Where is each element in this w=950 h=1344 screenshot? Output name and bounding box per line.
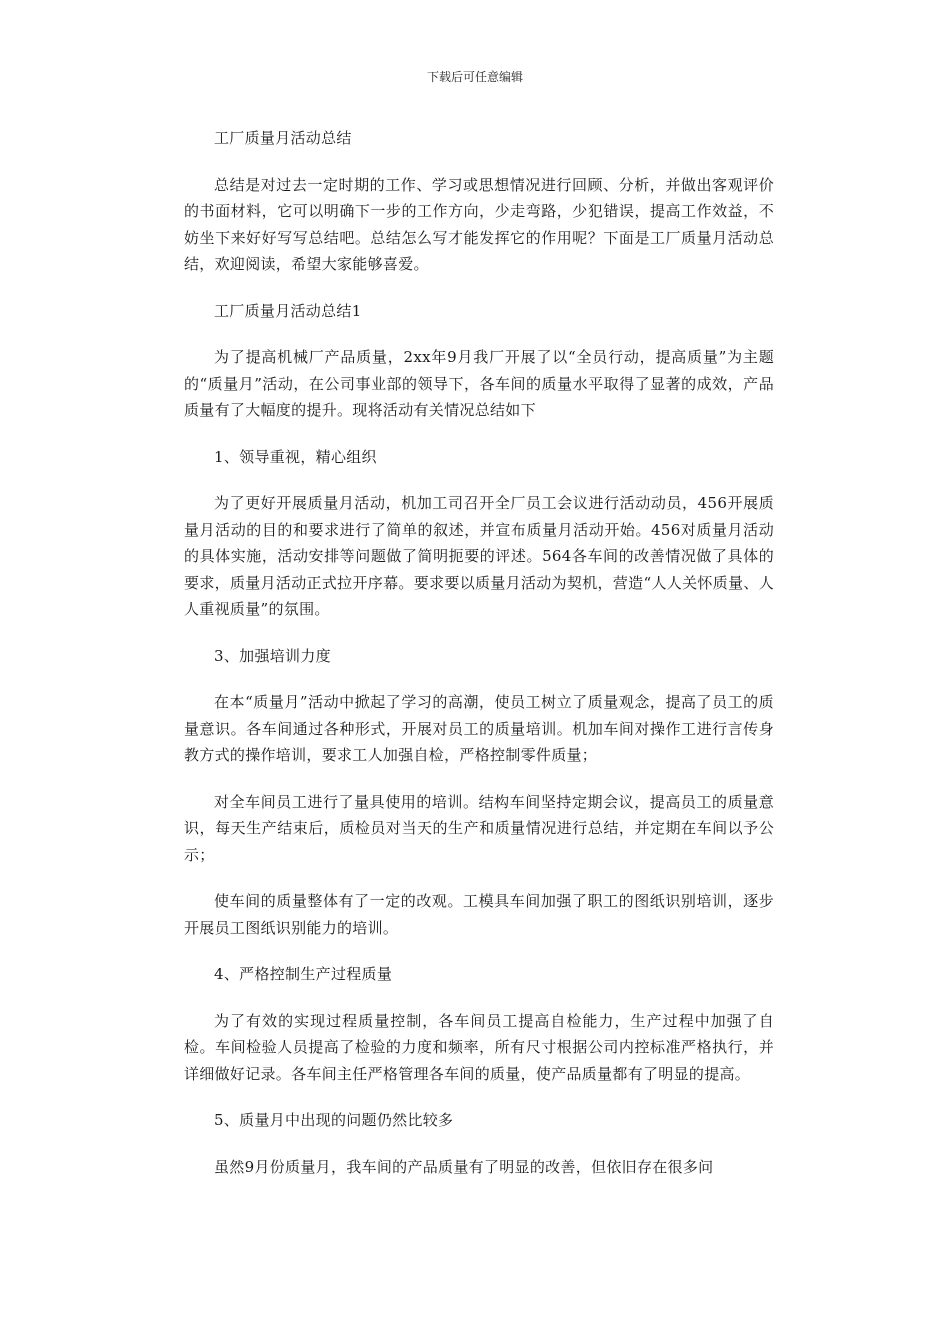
- intro-paragraph: 总结是对过去一定时期的工作、学习或思想情况进行回顾、分析，并做出客观评价的书面材料，它可以明确下一步的工作方向，少走弯路，少犯错误，提高工作效益，不妨坐下来好好写写总结吧。总结怎么写才能发挥它的作用呢？下面是工厂质量月活动总结，欢迎阅读，希望大家能够喜爱。: [184, 175, 774, 273]
- document-body: [184, 125, 774, 1200]
- heading-3: 3、加强培训力度: [214, 646, 331, 665]
- document-title: 工厂质量月活动总结: [214, 129, 352, 147]
- download-note: 下载后可任意编辑: [426, 70, 523, 84]
- section-subtitle: 工厂质量月活动总结1: [214, 301, 362, 320]
- paragraph-7: 虽然9月份质量月，我车间的产品质量有了明显的改善，但依旧存在很多问: [214, 1157, 714, 1176]
- heading-1: 1、领导重视，精心组织: [214, 447, 377, 466]
- heading-5: 5、质量月中出现的问题仍然比较多: [214, 1111, 454, 1129]
- paragraph-3: 在本“质量月”活动中掀起了学习的高潮，使员工树立了质量观念，提高了员工的质量意识。各车间通过各种形式，开展对员工的质量培训。机加车间对操作工进行言传身教方式的操作培训，要求工人加强自检，严格控制零件质量；: [184, 693, 774, 764]
- paragraph-5: 使车间的质量整体有了一定的改观。工模具车间加强了职工的图纸识别培训，逐步开展员工图纸识别能力的培训。: [184, 892, 774, 937]
- paragraph-1: 为了提高机械厂产品质量，2xx年9月我厂开展了以“全员行动，提高质量”为主题的“质量月”活动，在公司事业部的领导下，各车间的质量水平取得了显著的成效，产品质量有了大幅度的提升。现将活动有关情况总结如下: [184, 348, 774, 419]
- paragraph-6: 为了有效的实现过程质量控制，各车间员工提高自检能力，生产过程中加强了自检。车间检验人员提高了检验的力度和频率，所有尺寸根据公司内控标准严格执行，并详细做好记录。各车间主任严格管理各车间的质量，使产品质量都有了明显的提高。: [184, 1011, 774, 1083]
- paragraph-4: 对全车间员工进行了量具使用的培训。结构车间坚持定期会议，提高员工的质量意识，每天生产结束后，质检员对当天的生产和质量情况进行总结，并定期在车间以予公示；: [184, 792, 774, 864]
- heading-4: 4、严格控制生产过程质量: [214, 965, 393, 983]
- paragraph-2: 为了更好开展质量月活动，机加工司召开全厂员工会议进行活动动员，456开展质量月活动的目的和要求进行了简单的叙述，并宣布质量月活动开始。456对质量月活动的具体实施，活动安排等问题做了简明扼要的评述。564各车间的改善情况做了具体的要求，质量月活动正式拉开序幕。要求要以质量月活动为契机，营造“人人关怀质量、人人重视质量”的氛围。: [184, 494, 774, 618]
